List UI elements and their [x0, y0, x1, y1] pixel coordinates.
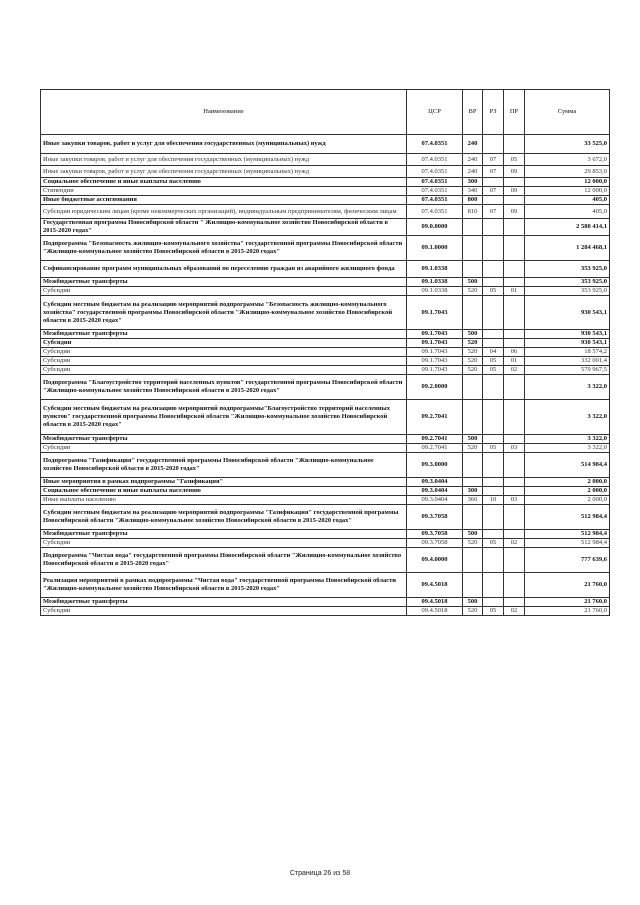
table-row	[41, 205, 610, 219]
cell-name: Субсидии местным бюджетам на реализацию мероприятий подпрограммы "Безопасность жилищно-коммунального хозяйства" государственной программы Новосибирской области "Жилищно-коммунальное хозяйство Новосибирской области в 2015-2020 годах"	[41, 296, 407, 330]
table-row	[41, 487, 610, 496]
cell-name: Подпрограмма "Безопасность жилищно-коммунального хозяйства" государственной программы Новосибирской области "Жилищно-коммунальное хозяйство Новосибирской области в 2015-2020 годах"	[41, 236, 407, 261]
cell-sum: 353 925,0	[525, 261, 610, 278]
table-row	[41, 236, 610, 261]
cell-name: Субсидии местным бюджетам на реализацию мероприятий подпрограммы "Газификация" государственной программы Новосибирской области "Жилищно-коммунальное хозяйство Новосибирской области в 2015-2020 годах"	[41, 505, 407, 530]
table-row	[41, 219, 610, 236]
cell-pr	[504, 296, 525, 330]
cell-pr: 03	[504, 496, 525, 505]
cell-csr: 09.1.7043	[407, 357, 463, 366]
cell-sum: 12 000,0	[525, 187, 610, 196]
cell-sum: 29 853,0	[525, 166, 610, 178]
cell-csr: 07.4.0351	[407, 205, 463, 219]
cell-csr: 09.3.0404	[407, 496, 463, 505]
cell-rz	[483, 548, 504, 573]
table-row	[41, 400, 610, 435]
table-row	[41, 598, 610, 607]
cell-vr	[463, 400, 483, 435]
cell-rz	[483, 296, 504, 330]
cell-pr	[504, 135, 525, 154]
cell-sum: 512 984,4	[525, 530, 610, 539]
cell-name: Межбюджетные трансферты	[41, 435, 407, 444]
cell-name: Субсидии	[41, 607, 407, 616]
table-row	[41, 478, 610, 487]
cell-rz: 10	[483, 496, 504, 505]
cell-csr: 09.4.5018	[407, 607, 463, 616]
cell-pr	[504, 548, 525, 573]
cell-name: Иные закупки товаров, работ и услуг для обеспечения государственных (муниципальных) нужд	[41, 135, 407, 154]
cell-pr: 02	[504, 539, 525, 548]
cell-rz: 05	[483, 366, 504, 375]
cell-name: Иные выплаты населению	[41, 496, 407, 505]
cell-csr: 09.2.7041	[407, 400, 463, 435]
cell-pr: 05	[504, 154, 525, 166]
cell-pr	[504, 598, 525, 607]
cell-vr: 300	[463, 487, 483, 496]
table-row	[41, 296, 610, 330]
cell-rz	[483, 573, 504, 598]
cell-pr	[504, 478, 525, 487]
cell-name: Подпрограмма "Чистая вода" государственной программы Новосибирской области "Жилищно-коммунальное хозяйство Новосибирской области в 2015-2020 годах"	[41, 548, 407, 573]
cell-vr: 520	[463, 287, 483, 296]
cell-csr: 09.1.0338	[407, 261, 463, 278]
table-row	[41, 339, 610, 348]
cell-csr: 09.4.5018	[407, 598, 463, 607]
cell-csr: 09.1.7043	[407, 366, 463, 375]
table-row	[41, 435, 610, 444]
cell-sum: 3 322,0	[525, 400, 610, 435]
cell-rz: 07	[483, 154, 504, 166]
cell-name: Субсидии	[41, 444, 407, 453]
cell-vr: 240	[463, 135, 483, 154]
cell-vr: 500	[463, 435, 483, 444]
cell-rz	[483, 453, 504, 478]
cell-sum: 33 525,0	[525, 135, 610, 154]
cell-sum: 405,0	[525, 205, 610, 219]
table-body	[41, 135, 610, 616]
cell-name: Иные закупки товаров, работ и услуг для обеспечения государственных (муниципальных) нужд	[41, 154, 407, 166]
cell-rz: 04	[483, 348, 504, 357]
cell-pr	[504, 330, 525, 339]
cell-rz	[483, 219, 504, 236]
cell-sum: 353 925,0	[525, 287, 610, 296]
cell-csr: 09.2.7041	[407, 444, 463, 453]
cell-rz	[483, 278, 504, 287]
budget-table	[40, 89, 610, 616]
cell-rz	[483, 196, 504, 205]
table-row	[41, 261, 610, 278]
cell-rz	[483, 487, 504, 496]
cell-csr: 09.3.0000	[407, 453, 463, 478]
table-header-row	[41, 90, 610, 135]
cell-sum: 3 322,0	[525, 375, 610, 400]
cell-rz: 05	[483, 539, 504, 548]
cell-rz: 05	[483, 287, 504, 296]
cell-pr	[504, 487, 525, 496]
cell-rz: 05	[483, 357, 504, 366]
cell-csr: 07.4.0351	[407, 187, 463, 196]
cell-pr	[504, 236, 525, 261]
cell-name: Иные закупки товаров, работ и услуг для обеспечения государственных (муниципальных) нужд	[41, 166, 407, 178]
cell-sum: 21 760,0	[525, 573, 610, 598]
cell-csr: 09.1.0000	[407, 236, 463, 261]
cell-sum: 579 967,5	[525, 366, 610, 375]
cell-name: Межбюджетные трансферты	[41, 598, 407, 607]
cell-rz	[483, 400, 504, 435]
cell-csr: 07.4.0351	[407, 178, 463, 187]
cell-pr	[504, 278, 525, 287]
cell-sum: 930 543,1	[525, 330, 610, 339]
cell-vr: 520	[463, 366, 483, 375]
table-row	[41, 539, 610, 548]
cell-csr: 09.4.5018	[407, 573, 463, 598]
cell-csr: 09.2.7041	[407, 435, 463, 444]
cell-sum: 514 984,4	[525, 453, 610, 478]
cell-pr	[504, 339, 525, 348]
cell-csr: 09.2.0000	[407, 375, 463, 400]
cell-rz: 07	[483, 205, 504, 219]
cell-vr	[463, 236, 483, 261]
cell-pr: 09	[504, 205, 525, 219]
cell-csr: 09.3.0404	[407, 487, 463, 496]
cell-pr	[504, 375, 525, 400]
cell-pr	[504, 435, 525, 444]
cell-vr	[463, 478, 483, 487]
cell-name: Субсидии	[41, 287, 407, 296]
cell-vr	[463, 296, 483, 330]
table-row	[41, 154, 610, 166]
cell-name: Софинансирование программ муниципальных образований по переселению граждан из аварийного жилищного фонда	[41, 261, 407, 278]
cell-name: Межбюджетные трансферты	[41, 330, 407, 339]
cell-vr: 810	[463, 205, 483, 219]
cell-sum: 777 639,6	[525, 548, 610, 573]
cell-vr: 360	[463, 496, 483, 505]
cell-pr	[504, 505, 525, 530]
cell-pr: 02	[504, 607, 525, 616]
table-row	[41, 357, 610, 366]
cell-csr: 09.1.7043	[407, 348, 463, 357]
cell-pr: 06	[504, 348, 525, 357]
table-row	[41, 375, 610, 400]
cell-sum: 21 760,0	[525, 607, 610, 616]
cell-vr: 240	[463, 154, 483, 166]
cell-sum: 2 000,0	[525, 487, 610, 496]
table-row	[41, 178, 610, 187]
cell-name: Субсидии	[41, 366, 407, 375]
header-rz: РЗ	[483, 90, 504, 135]
header-sum: Сумма	[525, 90, 610, 135]
cell-rz	[483, 478, 504, 487]
cell-name: Подпрограмма "Благоустройство территорий населенных пунктов" государственной программы Новосибирской области "Жилищно-коммунальное хозяйство Новосибирской области в 2015-2020 годах"	[41, 375, 407, 400]
cell-csr: 09.4.0000	[407, 548, 463, 573]
table-row	[41, 530, 610, 539]
cell-vr	[463, 453, 483, 478]
cell-name: Государственная программа Новосибирской области " Жилищно-коммунальное хозяйство Новосибирской области в 2015-2020 годах"	[41, 219, 407, 236]
cell-vr	[463, 219, 483, 236]
cell-rz	[483, 530, 504, 539]
cell-csr: 07.4.0351	[407, 154, 463, 166]
cell-pr	[504, 453, 525, 478]
cell-sum: 3 322,0	[525, 444, 610, 453]
cell-rz	[483, 135, 504, 154]
table-row	[41, 505, 610, 530]
cell-vr: 520	[463, 339, 483, 348]
cell-rz	[483, 435, 504, 444]
cell-sum: 3 672,0	[525, 154, 610, 166]
cell-rz	[483, 598, 504, 607]
cell-rz: 05	[483, 607, 504, 616]
cell-vr: 520	[463, 444, 483, 453]
cell-rz	[483, 236, 504, 261]
cell-sum: 930 543,1	[525, 339, 610, 348]
cell-vr: 520	[463, 348, 483, 357]
cell-vr: 500	[463, 598, 483, 607]
cell-sum: 12 000,0	[525, 178, 610, 187]
table-row	[41, 348, 610, 357]
cell-sum: 21 760,0	[525, 598, 610, 607]
cell-vr	[463, 573, 483, 598]
table-row	[41, 366, 610, 375]
cell-name: Подпрограмма "Газификация" государственной программы Новосибирской области "Жилищно-коммунальное хозяйство Новосибирской области в 2015-2020 годах"	[41, 453, 407, 478]
page-number: Страница 26 из 58	[289, 870, 351, 877]
cell-csr: 09.1.7043	[407, 296, 463, 330]
table-row	[41, 187, 610, 196]
cell-csr: 07.4.0351	[407, 166, 463, 178]
cell-csr: 09.1.7043	[407, 339, 463, 348]
cell-sum: 332 001,4	[525, 357, 610, 366]
cell-pr	[504, 178, 525, 187]
cell-csr: 09.1.0338	[407, 278, 463, 287]
table-row	[41, 278, 610, 287]
cell-csr: 09.3.0404	[407, 478, 463, 487]
cell-rz: 05	[483, 444, 504, 453]
cell-pr: 01	[504, 287, 525, 296]
table-row	[41, 196, 610, 205]
cell-pr	[504, 196, 525, 205]
cell-rz	[483, 178, 504, 187]
cell-name: Субсидии местным бюджетам на реализацию мероприятий подпрограммы"Благоустройство территорий населенных пунктов" государственной программы Новосибирской области "Жилищно-коммунальное хозяйство Новосибирской области в 2015-2020 годах"	[41, 400, 407, 435]
cell-pr	[504, 573, 525, 598]
cell-name: Субсидии юридическим лицам (кроме некоммерческих организаций), индивидуальным предпринимателям, физическим лицам	[41, 205, 407, 219]
cell-pr: 02	[504, 366, 525, 375]
table-row	[41, 287, 610, 296]
cell-pr	[504, 400, 525, 435]
cell-name: Межбюджетные трансферты	[41, 530, 407, 539]
cell-name: Иные бюджетные ассигнования	[41, 196, 407, 205]
cell-csr: 09.3.7058	[407, 505, 463, 530]
table-row	[41, 135, 610, 154]
cell-csr: 07.4.0351	[407, 135, 463, 154]
cell-pr: 01	[504, 357, 525, 366]
table-row	[41, 548, 610, 573]
cell-vr	[463, 548, 483, 573]
cell-rz	[483, 339, 504, 348]
table-row	[41, 166, 610, 178]
cell-vr: 520	[463, 607, 483, 616]
cell-vr	[463, 375, 483, 400]
cell-sum: 353 925,0	[525, 278, 610, 287]
cell-sum: 930 543,1	[525, 296, 610, 330]
cell-rz	[483, 505, 504, 530]
cell-csr: 07.4.0351	[407, 196, 463, 205]
table-row	[41, 573, 610, 598]
cell-name: Субсидии	[41, 357, 407, 366]
table-row	[41, 453, 610, 478]
table-row	[41, 496, 610, 505]
table-row	[41, 607, 610, 616]
cell-sum: 2 000,0	[525, 496, 610, 505]
cell-vr: 520	[463, 357, 483, 366]
table-row	[41, 330, 610, 339]
cell-vr: 340	[463, 187, 483, 196]
cell-rz: 07	[483, 166, 504, 178]
cell-csr: 09.1.7043	[407, 330, 463, 339]
cell-sum: 3 322,0	[525, 435, 610, 444]
cell-pr: 09	[504, 187, 525, 196]
cell-pr: 03	[504, 444, 525, 453]
cell-sum: 512 984,4	[525, 505, 610, 530]
header-csr: ЦСР	[407, 90, 463, 135]
cell-rz	[483, 330, 504, 339]
cell-name: Иные мероприятия в рамках подпрограммы "Газификация"	[41, 478, 407, 487]
cell-vr: 500	[463, 330, 483, 339]
cell-vr: 240	[463, 166, 483, 178]
cell-name: Социальное обеспечение и иные выплаты населению	[41, 487, 407, 496]
cell-rz	[483, 375, 504, 400]
cell-name: Субсидии	[41, 339, 407, 348]
cell-name: Субсидии	[41, 539, 407, 548]
header-pr: ПР	[504, 90, 525, 135]
cell-vr: 500	[463, 530, 483, 539]
cell-name: Социальное обеспечение и иные выплаты населению	[41, 178, 407, 187]
cell-sum: 512 984,4	[525, 539, 610, 548]
cell-vr	[463, 261, 483, 278]
cell-vr: 800	[463, 196, 483, 205]
cell-sum: 1 284 468,1	[525, 236, 610, 261]
cell-sum: 2 000,0	[525, 478, 610, 487]
cell-vr: 520	[463, 539, 483, 548]
cell-sum: 405,0	[525, 196, 610, 205]
cell-name: Реализация мероприятий в рамках подпрограммы "Чистая вода" государственной программы Новосибирской области "Жилищно-коммунальное хозяйство Новосибирской области в 2015-2020 годах"	[41, 573, 407, 598]
cell-pr	[504, 261, 525, 278]
cell-pr	[504, 530, 525, 539]
cell-csr: 09.3.7058	[407, 539, 463, 548]
cell-sum: 2 580 414,1	[525, 219, 610, 236]
header-name: Наименование	[41, 90, 407, 135]
cell-pr	[504, 219, 525, 236]
cell-rz: 07	[483, 187, 504, 196]
cell-vr: 300	[463, 178, 483, 187]
cell-csr: 09.1.0338	[407, 287, 463, 296]
cell-name: Субсидии	[41, 348, 407, 357]
cell-csr: 09.0.0000	[407, 219, 463, 236]
cell-csr: 09.3.7058	[407, 530, 463, 539]
cell-rz	[483, 261, 504, 278]
cell-sum: 18 574,2	[525, 348, 610, 357]
cell-vr	[463, 505, 483, 530]
cell-vr: 500	[463, 278, 483, 287]
table-row	[41, 444, 610, 453]
cell-name: Межбюджетные трансферты	[41, 278, 407, 287]
cell-pr: 09	[504, 166, 525, 178]
header-vr: ВР	[463, 90, 483, 135]
cell-name: Стипендии	[41, 187, 407, 196]
